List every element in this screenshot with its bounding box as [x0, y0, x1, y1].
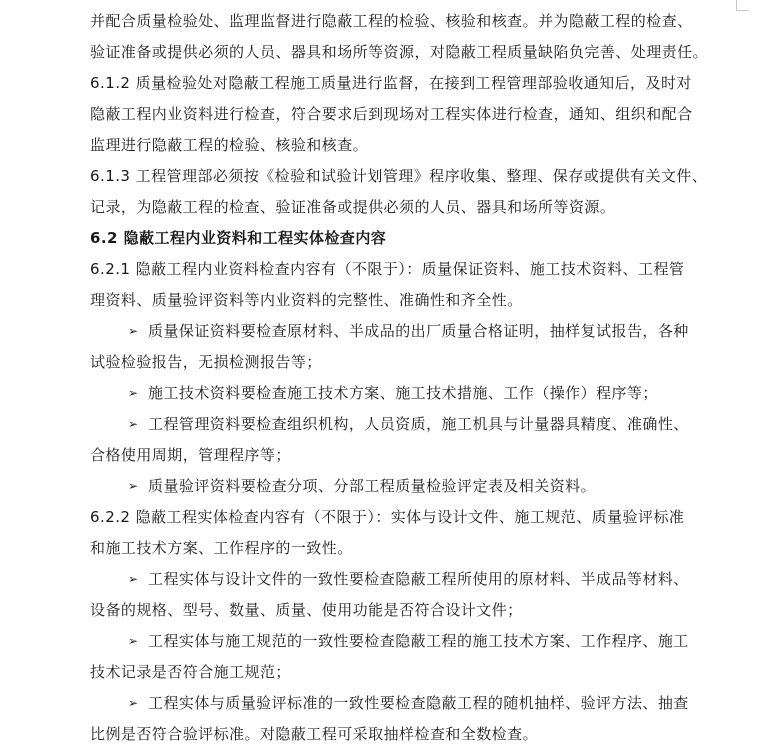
paragraph-line	[90, 161, 720, 192]
arrowhead-bullet-icon: ➢	[128, 479, 139, 493]
line-text: 施工技术资料要检查施工技术方案、施工技术措施、工作（操作）程序等；	[148, 384, 658, 402]
paragraph-line	[90, 130, 720, 161]
arrowhead-bullet-icon: ➢	[128, 386, 139, 400]
paragraph-line	[90, 37, 720, 68]
line-text: 工程实体与施工规范的一致性要检查隐蔽工程的施工技术方案、工作程序、施工	[148, 632, 689, 650]
line-text: 工程管理资料要检查组织机构，人员资质，施工机具与计量器具精度、准确性、	[148, 415, 689, 433]
paragraph-line	[90, 719, 720, 750]
line-text: 设备的规格、型号、数量、质量、使用功能是否符合设计文件；	[90, 601, 523, 619]
paragraph-line	[90, 657, 720, 688]
line-text: 工程实体与设计文件的一致性要检查隐蔽工程所使用的原材料、半成品等材料、	[148, 570, 689, 588]
line-text: 试验检验报告，无损检测报告等；	[90, 353, 322, 371]
paragraph-line	[90, 533, 720, 564]
line-text: 技术记录是否符合施工规范；	[90, 663, 291, 681]
arrowhead-bullet-icon: ➢	[128, 634, 139, 648]
line-text: 工程实体与质量验评标准的一致性要检查隐蔽工程的随机抽样、验评方法、抽查	[148, 694, 689, 712]
bullet-item-line	[90, 409, 720, 440]
line-text: 和施工技术方案、工作程序的一致性。	[90, 539, 353, 557]
line-text: 6.2.1 隐蔽工程内业资料检查内容有（不限于）：质量保证资料、施工技术资料、工程管	[90, 260, 685, 278]
paragraph-line	[90, 254, 720, 285]
section-heading	[90, 223, 720, 254]
line-text: 6.1.3 工程管理部必须按《检验和试验计划管理》程序收集、整理、保存或提供有关文件、	[90, 167, 708, 185]
bullet-item-line	[90, 626, 720, 657]
paragraph-line	[90, 502, 720, 533]
line-text: 合格使用周期，管理程序等；	[90, 446, 291, 464]
arrowhead-bullet-icon: ➢	[128, 324, 139, 338]
bullet-item-line	[90, 564, 720, 595]
arrowhead-bullet-icon: ➢	[128, 417, 139, 431]
paragraph-line	[90, 6, 720, 37]
line-text: 6.2.2 隐蔽工程实体检查内容有（不限于）：实体与设计文件、施工规范、质量验评标准	[90, 508, 685, 526]
line-text: 理资料、质量验评资料等内业资料的完整性、准确性和齐全性。	[90, 291, 523, 309]
line-text: 质量验评资料要检查分项、分部工程质量检验评定表及相关资料。	[148, 477, 597, 495]
line-text: 记录，为隐蔽工程的检查、验证准备或提供必须的人员、器具和场所等资源。	[90, 198, 616, 216]
bullet-item-line	[90, 471, 720, 502]
line-text: 验证准备或提供必须的人员、器具和场所等资源，对隐蔽工程质量缺陷负完善、处理责任。	[90, 43, 709, 61]
paragraph-line	[90, 440, 720, 471]
bullet-item-line	[90, 688, 720, 719]
bullet-item-line	[90, 378, 720, 409]
paragraph-line	[90, 192, 720, 223]
paragraph-line	[90, 68, 720, 99]
line-text: 6.2 隐蔽工程内业资料和工程实体检查内容	[90, 229, 387, 247]
bullet-item-line	[90, 316, 720, 347]
line-text: 隐蔽工程内业资料进行检查，符合要求后到现场对工程实体进行检查，通知、组织和配合	[90, 105, 693, 123]
document-page	[90, 6, 720, 750]
paragraph-line	[90, 347, 720, 378]
line-text: 并配合质量检验处、监理监督进行隐蔽工程的检验、核验和核查。并为隐蔽工程的检查、	[90, 12, 693, 30]
line-text: 监理进行隐蔽工程的检验、核验和核查。	[90, 136, 369, 154]
arrowhead-bullet-icon: ➢	[128, 572, 139, 586]
line-text: 6.1.2 质量检验处对隐蔽工程施工质量进行监督，在接到工程管理部验收通知后，及时对	[90, 74, 692, 92]
arrowhead-bullet-icon: ➢	[128, 696, 139, 710]
paragraph-line	[90, 99, 720, 130]
line-text: 质量保证资料要检查原材料、半成品的出厂质量合格证明，抽样复试报告，各种	[148, 322, 689, 340]
page-corner-mark	[736, 0, 749, 11]
paragraph-line	[90, 285, 720, 316]
line-text: 比例是否符合验评标准。对隐蔽工程可采取抽样检查和全数检查。	[90, 725, 539, 743]
paragraph-line	[90, 595, 720, 626]
